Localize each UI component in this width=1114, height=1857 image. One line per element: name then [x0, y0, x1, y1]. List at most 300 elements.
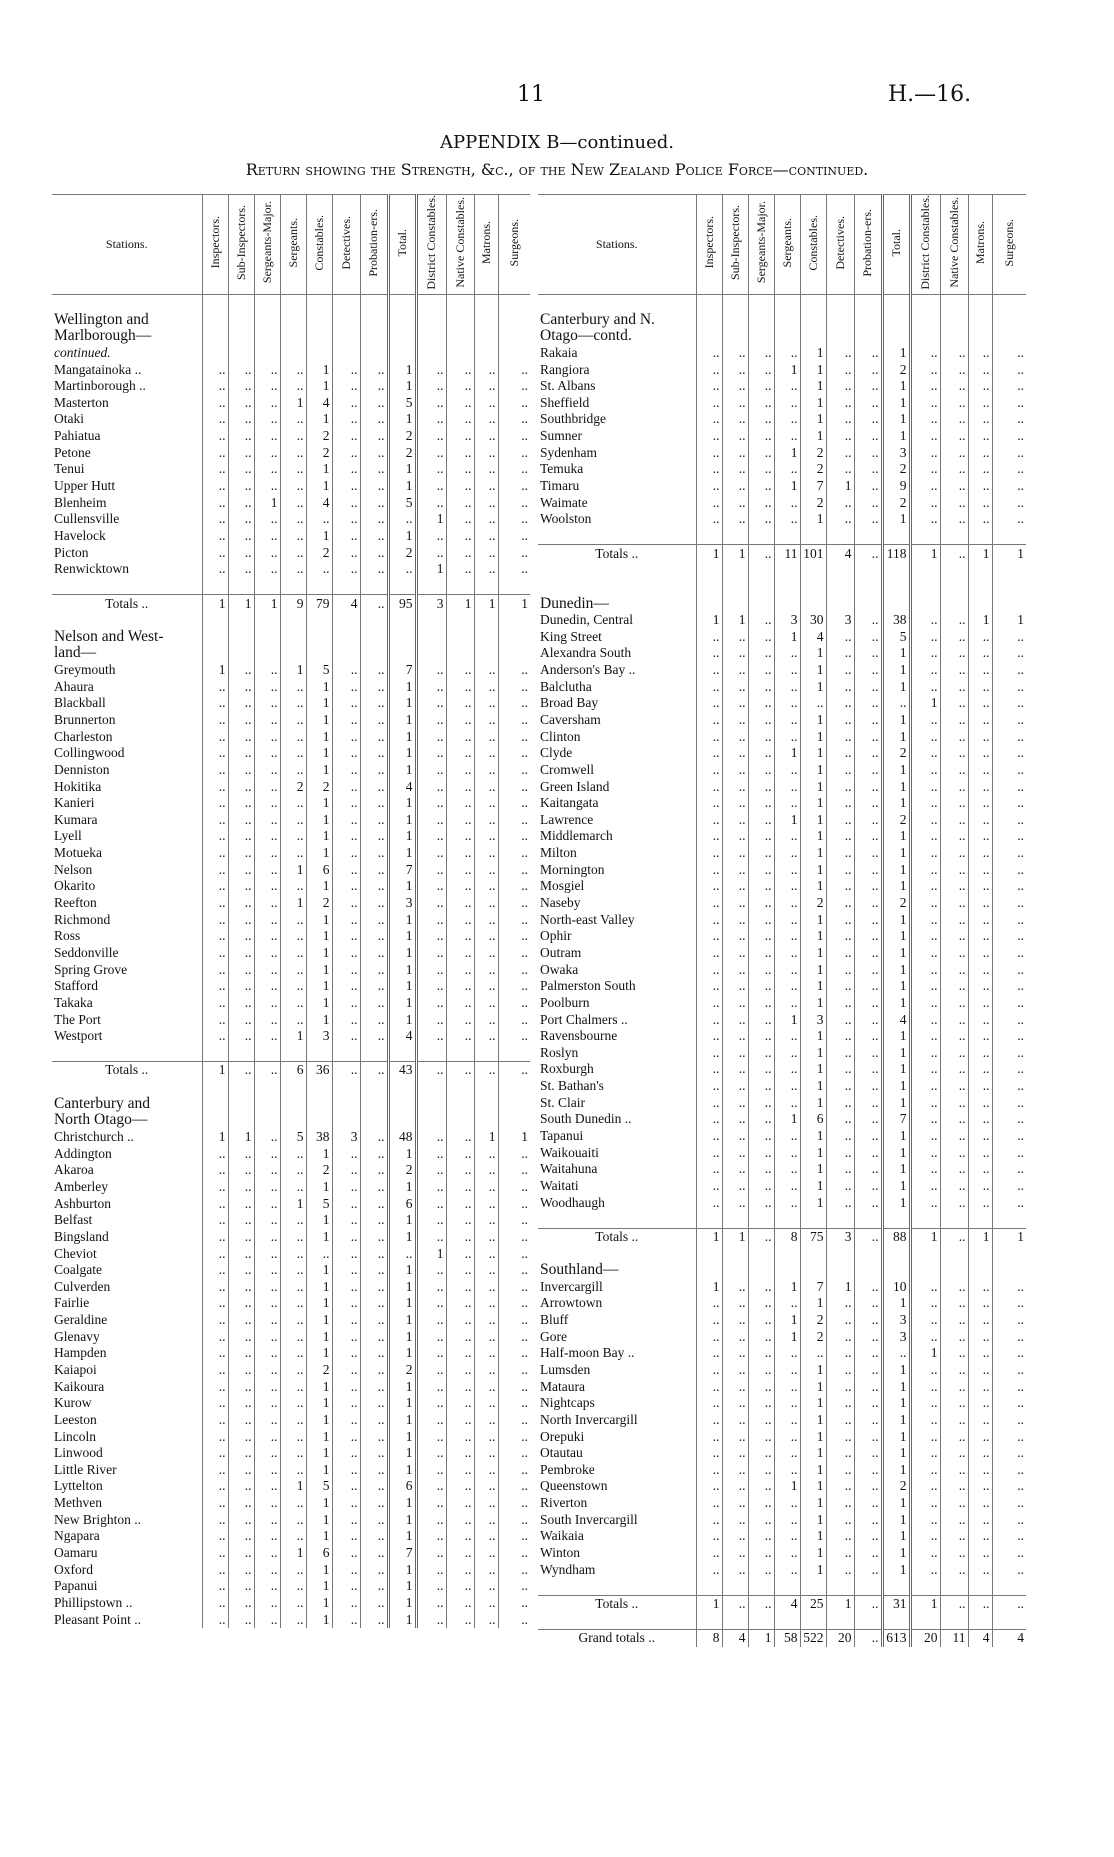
left-cell: 5: [388, 395, 416, 412]
left-cell: ..: [474, 544, 498, 561]
left-row: [52, 411, 530, 428]
right-row: [538, 494, 1026, 511]
left-cell: ..: [228, 895, 254, 912]
right-row: [538, 1462, 1026, 1479]
right-header-10: [940, 195, 968, 295]
right-cell: ..: [910, 828, 940, 845]
right-cell: ..: [992, 1178, 1026, 1195]
right-cell: [910, 1262, 940, 1279]
right-cell: [696, 528, 722, 545]
right-cell: ..: [854, 1094, 882, 1111]
left-cell: [360, 294, 388, 311]
right-cell: ..: [696, 728, 722, 745]
left-cell: [498, 628, 530, 645]
right-cell: ..: [940, 911, 968, 928]
left-cell: [228, 612, 254, 629]
left-cell: ..: [446, 428, 474, 445]
left-cell: ..: [446, 361, 474, 378]
left-cell: ..: [474, 778, 498, 795]
right-cell: ..: [854, 1545, 882, 1562]
left-cell: ..: [332, 1478, 360, 1495]
right-cell: [748, 1245, 774, 1262]
left-cell: [228, 1095, 254, 1112]
left-cell: ..: [332, 995, 360, 1012]
left-cell: [416, 578, 446, 595]
left-cell: ..: [280, 1212, 306, 1229]
left-cell: ..: [228, 461, 254, 478]
right-cell: ..: [992, 1345, 1026, 1362]
right-cell: ..: [748, 494, 774, 511]
right-cell: ..: [748, 795, 774, 812]
left-cell: ..: [228, 1495, 254, 1512]
left-cell: ..: [202, 478, 228, 495]
left-cell: ..: [228, 395, 254, 412]
right-cell: 11: [774, 545, 800, 562]
right-cell: ..: [854, 428, 882, 445]
right-cell: ..: [940, 1345, 968, 1362]
left-cell: [474, 1095, 498, 1112]
right-cell: 1: [800, 911, 826, 928]
left-cell: ..: [474, 911, 498, 928]
left-cell: ..: [360, 378, 388, 395]
left-cell: ..: [498, 1245, 530, 1262]
right-cell: ..: [774, 1194, 800, 1211]
left-station-name: Canterbury and: [54, 1095, 150, 1112]
right-cell: 4: [722, 1629, 748, 1646]
left-cell: ..: [498, 1545, 530, 1562]
right-cell: ..: [968, 411, 992, 428]
right-cell: 7: [882, 1111, 910, 1128]
right-cell: ..: [910, 1561, 940, 1578]
left-cell: ..: [280, 1295, 306, 1312]
right-cell: 1: [800, 1161, 826, 1178]
right-cell: [854, 311, 882, 328]
right-cell: ..: [854, 745, 882, 762]
right-station-name: Roxburgh: [540, 1061, 594, 1077]
left-cell: [498, 578, 530, 595]
right-cell: ..: [940, 1478, 968, 1495]
right-cell: ..: [940, 845, 968, 862]
left-cell: ..: [228, 728, 254, 745]
right-station-name: Roslyn: [540, 1044, 579, 1060]
left-cell: [306, 645, 332, 662]
left-cell: ..: [202, 1262, 228, 1279]
left-station-name: Cheviot: [54, 1245, 97, 1261]
left-cell: [416, 1095, 446, 1112]
right-cell: [940, 1211, 968, 1228]
left-cell: ..: [416, 1028, 446, 1045]
left-cell: ..: [228, 845, 254, 862]
left-cell: ..: [416, 895, 446, 912]
left-cell: ..: [446, 1212, 474, 1229]
right-cell: ..: [748, 1445, 774, 1462]
right-cell: ..: [826, 812, 854, 829]
left-cell: ..: [202, 778, 228, 795]
left-cell: [498, 311, 530, 328]
left-cell: ..: [228, 1278, 254, 1295]
left-cell: ..: [446, 1495, 474, 1512]
left-cell: ..: [280, 1262, 306, 1279]
left-header-10: [446, 195, 474, 295]
left-cell: ..: [498, 1412, 530, 1429]
left-station-name: Glenavy: [54, 1328, 100, 1344]
right-cell: ..: [826, 712, 854, 729]
right-cell: 30: [800, 612, 826, 629]
left-cell: ..: [416, 1262, 446, 1279]
right-cell: ..: [696, 961, 722, 978]
left-cell: ..: [474, 428, 498, 445]
right-row: [538, 595, 1026, 612]
left-cell: [446, 311, 474, 328]
left-cell: [388, 645, 416, 662]
left-cell: ..: [498, 561, 530, 578]
right-cell: ..: [826, 1328, 854, 1345]
right-cell: ..: [854, 461, 882, 478]
right-cell: ..: [968, 911, 992, 928]
left-cell: 1: [388, 745, 416, 762]
right-cell: 1: [800, 411, 826, 428]
right-cell: ..: [910, 1478, 940, 1495]
right-cell: ..: [826, 945, 854, 962]
left-cell: ..: [228, 1578, 254, 1595]
left-cell: ..: [228, 1595, 254, 1612]
left-station-name: Totals ..: [52, 1062, 202, 1079]
right-row: [538, 1128, 1026, 1145]
left-cell: [388, 1112, 416, 1129]
left-station-name: New Brighton ..: [54, 1511, 141, 1527]
left-cell: [416, 328, 446, 345]
right-cell: ..: [968, 1278, 992, 1295]
left-station-name: Akaroa: [54, 1162, 94, 1178]
left-cell: [360, 328, 388, 345]
left-cell: ..: [254, 1345, 280, 1362]
right-header-label: Constables.: [805, 214, 820, 271]
right-cell: [826, 1578, 854, 1595]
left-cell: ..: [498, 511, 530, 528]
right-cell: ..: [722, 1161, 748, 1178]
left-station-name: land—: [54, 645, 97, 662]
left-cell: ..: [416, 778, 446, 795]
left-cell: ..: [416, 1345, 446, 1362]
right-cell: 1: [800, 1078, 826, 1095]
left-cell: ..: [332, 1245, 360, 1262]
left-cell: ..: [474, 1062, 498, 1079]
right-cell: ..: [696, 861, 722, 878]
right-cell: ..: [992, 695, 1026, 712]
left-cell: ..: [498, 845, 530, 862]
right-cell: ..: [722, 461, 748, 478]
right-cell: 1: [800, 1028, 826, 1045]
left-cell: ..: [202, 1378, 228, 1395]
right-cell: ..: [774, 861, 800, 878]
left-cell: ..: [202, 1478, 228, 1495]
left-cell: 1: [306, 1345, 332, 1362]
left-cell: ..: [228, 1062, 254, 1079]
left-cell: ..: [474, 1528, 498, 1545]
right-cell: ..: [968, 895, 992, 912]
left-header-7: [360, 195, 388, 295]
right-cell: ..: [826, 995, 854, 1012]
right-cell: 1: [882, 1161, 910, 1178]
left-cell: ..: [474, 1495, 498, 1512]
right-cell: ..: [940, 678, 968, 695]
right-cell: ..: [992, 628, 1026, 645]
left-cell: 1: [306, 378, 332, 395]
left-cell: 1: [388, 1412, 416, 1429]
right-cell: ..: [854, 1278, 882, 1295]
right-station-name: [538, 1612, 696, 1629]
right-row: [538, 1144, 1026, 1161]
left-station-name: Cullensville: [54, 511, 120, 527]
left-cell: ..: [498, 1312, 530, 1329]
right-cell: ..: [722, 428, 748, 445]
right-cell: ..: [722, 395, 748, 412]
right-cell: ..: [940, 828, 968, 845]
left-row: [52, 812, 530, 829]
right-cell: ..: [940, 695, 968, 712]
right-station-name: King Street: [540, 628, 602, 644]
left-cell: ..: [446, 1528, 474, 1545]
right-cell: ..: [748, 1312, 774, 1329]
left-cell: ..: [446, 1028, 474, 1045]
right-cell: ..: [854, 478, 882, 495]
left-cell: 1: [446, 595, 474, 612]
left-cell: ..: [446, 878, 474, 895]
left-cell: ..: [332, 695, 360, 712]
left-cell: [474, 612, 498, 629]
right-cell: [968, 1578, 992, 1595]
left-cell: ..: [416, 1595, 446, 1612]
left-cell: ..: [280, 1328, 306, 1345]
left-cell: ..: [254, 845, 280, 862]
left-station-name: Wellington and: [54, 311, 149, 328]
left-cell: 1: [306, 1395, 332, 1412]
left-station-name: Spring Grove: [54, 961, 128, 977]
left-cell: ..: [202, 511, 228, 528]
left-cell: [228, 345, 254, 362]
left-cell: ..: [474, 828, 498, 845]
left-cell: ..: [280, 544, 306, 561]
left-cell: ..: [474, 411, 498, 428]
right-cell: ..: [910, 1094, 940, 1111]
left-row: [52, 511, 530, 528]
left-row: [52, 1378, 530, 1395]
left-cell: ..: [416, 1328, 446, 1345]
left-cell: 1: [280, 662, 306, 679]
right-cell: ..: [748, 1111, 774, 1128]
left-row: [52, 1445, 530, 1462]
left-cell: 7: [388, 662, 416, 679]
left-cell: ..: [474, 1462, 498, 1479]
right-cell: 1: [774, 1478, 800, 1495]
left-cell: [202, 294, 228, 311]
left-cell: ..: [332, 1561, 360, 1578]
left-header-label: Sub-Inspectors.: [233, 204, 248, 280]
right-cell: 1: [968, 612, 992, 629]
left-cell: [228, 294, 254, 311]
left-cell: ..: [360, 1362, 388, 1379]
left-cell: 3: [306, 1028, 332, 1045]
left-cell: 1: [388, 762, 416, 779]
left-cell: ..: [446, 395, 474, 412]
left-station-name: [52, 294, 202, 311]
left-cell: ..: [446, 1478, 474, 1495]
right-station-name: [538, 294, 696, 311]
right-cell: ..: [910, 1362, 940, 1379]
right-cell: ..: [722, 1412, 748, 1429]
right-cell: ..: [774, 762, 800, 779]
right-row: [538, 1545, 1026, 1562]
left-cell: ..: [254, 561, 280, 578]
right-cell: 31: [882, 1595, 910, 1612]
right-cell: ..: [854, 695, 882, 712]
right-cell: ..: [774, 1528, 800, 1545]
right-station-name: [538, 528, 696, 545]
right-cell: ..: [992, 1312, 1026, 1329]
left-cell: [446, 1045, 474, 1062]
left-cell: ..: [332, 878, 360, 895]
left-cell: ..: [332, 378, 360, 395]
right-cell: 1: [882, 878, 910, 895]
right-cell: ..: [696, 1478, 722, 1495]
left-cell: ..: [360, 695, 388, 712]
right-cell: 1: [800, 728, 826, 745]
right-cell: ..: [854, 762, 882, 779]
left-cell: ..: [280, 428, 306, 445]
left-cell: [446, 328, 474, 345]
left-cell: ..: [280, 1428, 306, 1445]
right-cell: ..: [940, 478, 968, 495]
left-row: [52, 662, 530, 679]
left-cell: 1: [416, 511, 446, 528]
right-cell: ..: [722, 1278, 748, 1295]
right-cell: ..: [910, 1161, 940, 1178]
right-cell: ..: [854, 1028, 882, 1045]
right-cell: ..: [774, 1144, 800, 1161]
right-station-name: Southland—: [540, 1261, 619, 1279]
left-cell: ..: [280, 528, 306, 545]
left-cell: ..: [280, 1595, 306, 1612]
right-cell: ..: [940, 1111, 968, 1128]
left-cell: 1: [388, 928, 416, 945]
right-cell: ..: [968, 878, 992, 895]
left-cell: ..: [416, 845, 446, 862]
left-cell: 6: [306, 1545, 332, 1562]
right-cell: [748, 1612, 774, 1629]
right-cell: ..: [854, 662, 882, 679]
left-cell: 1: [228, 1129, 254, 1146]
left-cell: [332, 294, 360, 311]
left-cell: ..: [332, 1595, 360, 1612]
right-header-12: [992, 195, 1026, 295]
right-station-name: St. Clair: [540, 1094, 586, 1110]
right-cell: [696, 595, 722, 612]
right-cell: ..: [696, 662, 722, 679]
right-station-name: Nightcaps: [540, 1395, 595, 1411]
right-cell: ..: [968, 1028, 992, 1045]
left-cell: ..: [254, 361, 280, 378]
right-cell: 1: [882, 1528, 910, 1545]
left-cell: ..: [416, 378, 446, 395]
right-cell: ..: [696, 812, 722, 829]
right-cell: 1: [774, 361, 800, 378]
right-station-name: Kaitangata: [540, 795, 599, 811]
right-station-name: Waitahuna: [540, 1161, 598, 1177]
left-cell: [280, 328, 306, 345]
left-cell: ..: [228, 678, 254, 695]
right-cell: [722, 562, 748, 579]
right-cell: ..: [940, 1144, 968, 1161]
right-cell: ..: [696, 878, 722, 895]
right-cell: ..: [992, 1478, 1026, 1495]
left-cell: [446, 1112, 474, 1129]
left-cell: ..: [446, 1062, 474, 1079]
right-cell: ..: [748, 1328, 774, 1345]
right-cell: ..: [992, 1078, 1026, 1095]
left-cell: [202, 1079, 228, 1096]
left-cell: ..: [228, 1011, 254, 1028]
right-cell: ..: [696, 428, 722, 445]
right-cell: ..: [854, 1128, 882, 1145]
right-cell: 1: [774, 812, 800, 829]
left-cell: 1: [388, 1145, 416, 1162]
left-cell: ..: [332, 511, 360, 528]
left-station-name: Culverden: [54, 1278, 111, 1294]
right-header-8: [882, 195, 910, 295]
left-cell: ..: [202, 494, 228, 511]
right-cell: 1: [910, 1595, 940, 1612]
right-cell: [748, 311, 774, 328]
left-cell: [332, 311, 360, 328]
right-cell: ..: [696, 1445, 722, 1462]
right-cell: ..: [748, 1228, 774, 1245]
right-cell: 1: [882, 1094, 910, 1111]
left-cell: ..: [360, 1428, 388, 1445]
right-cell: ..: [968, 1561, 992, 1578]
left-cell: ..: [332, 1611, 360, 1628]
right-cell: [854, 1612, 882, 1629]
right-cell: ..: [748, 828, 774, 845]
right-cell: [968, 311, 992, 328]
right-cell: ..: [826, 662, 854, 679]
right-cell: ..: [940, 1295, 968, 1312]
left-cell: ..: [228, 1162, 254, 1179]
left-cell: ..: [416, 528, 446, 545]
right-cell: ..: [910, 494, 940, 511]
right-cell: ..: [696, 1328, 722, 1345]
left-cell: ..: [254, 1011, 280, 1028]
right-station-name: Totals ..: [538, 1228, 696, 1245]
left-cell: ..: [474, 662, 498, 679]
right-cell: ..: [910, 1312, 940, 1329]
left-cell: 5: [306, 1195, 332, 1212]
right-cell: ..: [968, 1595, 992, 1612]
left-cell: ..: [254, 1445, 280, 1462]
right-cell: ..: [992, 945, 1026, 962]
left-cell: ..: [254, 1362, 280, 1379]
right-header-5: [800, 195, 826, 295]
right-cell: ..: [722, 828, 748, 845]
left-cell: 1: [202, 1062, 228, 1079]
right-cell: 6: [800, 1111, 826, 1128]
left-cell: ..: [416, 995, 446, 1012]
right-cell: [800, 328, 826, 345]
left-cell: [280, 578, 306, 595]
right-cell: ..: [826, 1495, 854, 1512]
right-cell: 1: [882, 1545, 910, 1562]
left-cell: 2: [306, 428, 332, 445]
left-cell: ..: [360, 995, 388, 1012]
